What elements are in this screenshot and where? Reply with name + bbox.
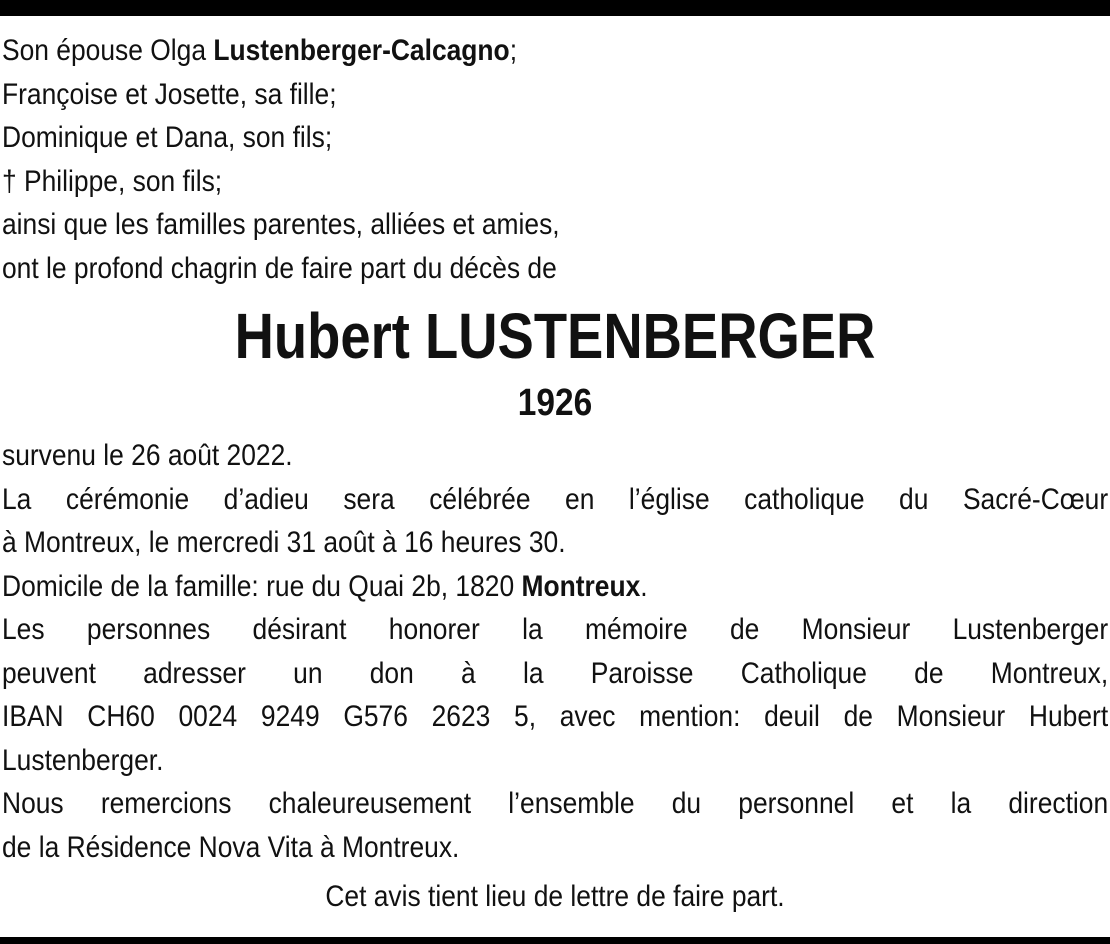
announcement-line: ont le profond chagrin de faire part du décès de [2,251,557,285]
family-line-daughters: Françoise et Josette, sa fille; [2,77,337,111]
donation-line-4: Lustenberger. [2,743,164,777]
thanks-line-2: de la Résidence Nova Vita à Montreux. [2,830,460,864]
domicile-town: Montreux [521,569,641,603]
domicile-address: Domicile de la famille: rue du Quai 2b, 1820 [2,569,522,603]
family-line-sons: Dominique et Dana, son fils; [2,121,333,154]
ceremony-line-1: La cérémonie d’adieu sera célébrée en l’église catholique du Sacré-Cœur [2,482,1109,516]
family-line-relatives: ainsi que les familles parentes, alliées et amies, [2,208,560,241]
spouse-suffix: ; [509,34,518,67]
obituary-notice [2,29,1108,919]
donation-line-1: Les personnes désirant honorer la mémoire de Monsieur Lustenberger [2,613,1109,646]
deceased-name: Hubert LUSTENBERGER [234,300,876,372]
thanks-line-1: Nous remercions chaleureusement l’ensemble du personnel et la direction [2,787,1109,820]
spouse-name: Lustenberger-Calcagno [213,34,510,67]
family-line-late-son: † Philippe, son fils; [2,164,223,198]
domicile-suffix: . [640,569,648,603]
family-domicile [2,565,975,609]
bottom-border [0,937,1110,944]
donation-line-3: IBAN CH60 0024 9249 G576 2623 5, avec mention: deuil de Monsieur Hubert [2,700,1109,733]
donation-line-2: peuvent adresser un don à la Paroisse Catholique de Montreux, [2,656,1109,690]
ceremony-line-2: à Montreux, le mercredi 31 août à 16 heures 30. [2,526,566,559]
deceased-birth-year: 1926 [517,382,593,424]
date-of-death: survenu le 26 août 2022. [2,439,293,472]
closing-note: Cet avis tient lieu de lettre de faire part. [325,880,785,913]
family-line-spouse [2,29,975,73]
spouse-prefix: Son épouse Olga [2,34,214,67]
top-border [0,0,1110,16]
